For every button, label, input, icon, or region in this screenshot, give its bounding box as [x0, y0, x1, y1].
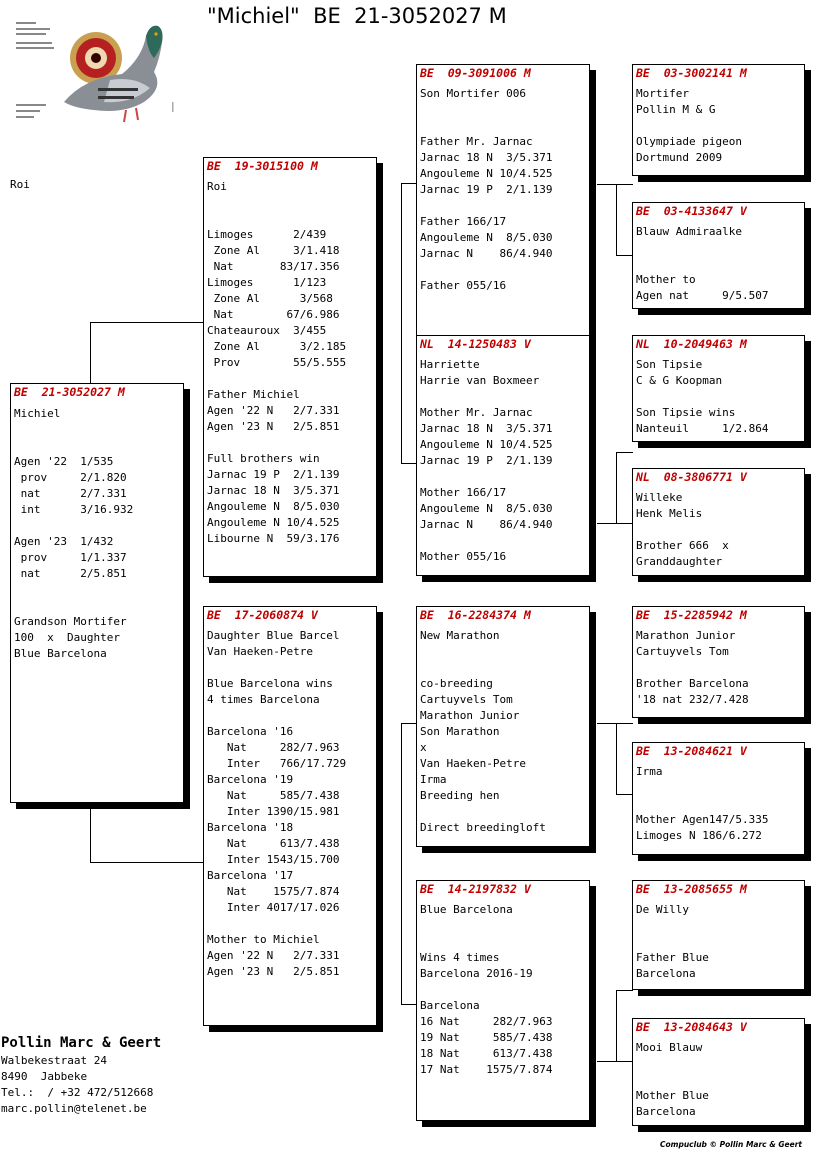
- owner-block: [1, 1034, 161, 1117]
- connector-line: [597, 1061, 633, 1062]
- card-sds: [632, 335, 805, 442]
- card-text: New Marathon co-breeding Cartuyvels Tom Marathon Junior Son Marathon x Van Haeken-Petre Irma Breeding hen Direct breedingloft: [420, 629, 546, 834]
- owner-info: Walbekestraat 24 8490 Jabbeke Tel.: / +32 472/512668 marc.pollin@telenet.be: [1, 1054, 154, 1115]
- connector-line: [616, 794, 633, 795]
- connector-line: [401, 183, 402, 464]
- ring-number: BE 03-3002141 M: [636, 66, 747, 80]
- connector-line: [597, 523, 633, 524]
- ring-number: NL 14-1250483 V: [420, 337, 531, 351]
- connector-line: [616, 452, 617, 524]
- connector-line: [616, 990, 617, 1062]
- card-text: Daughter Blue Barcel Van Haeken-Petre Blue Barcelona wins 4 times Barcelona Barcelona '16 Nat 282/7.963 Inter 766/17.729 Barcelona '19 Nat 585/7.438 Inter 1390/15.981 Barcelona '18 Nat 613/7.438 Inter 1543/15.700 Barcelona '17 Nat 1575/7.874 Inter 4017/17.026 Mother to Michiel Agen '22 N 2/7.331 Agen '23 N 2/5.851: [207, 629, 347, 978]
- footer-credit: Compuclub © Pollin Marc & Geert: [660, 1140, 802, 1149]
- ring-number: BE 19-3015100 M: [207, 159, 318, 173]
- connector-line: [401, 723, 417, 724]
- card-ssd: [632, 202, 805, 309]
- card-text: Harriette Harrie van Boxmeer Mother Mr. Jarnac Jarnac 18 N 3/5.371 Angouleme N 10/4.525 Jarnac 19 P 2/1.139 Mother 166/17 Angouleme N 8/5.030 Jarnac N 86/4.940 Mother 055/16: [420, 358, 553, 563]
- left-label: Roi: [10, 178, 30, 191]
- connector-line: [401, 183, 417, 184]
- ring-number: BE 03-4133647 V: [636, 204, 747, 218]
- card-sss: [632, 64, 805, 176]
- card-text: De Willy Father Blue Barcelona: [636, 903, 709, 980]
- connector-line: [616, 452, 633, 453]
- ring-number: BE 14-2197832 V: [420, 882, 531, 896]
- connector-line: [90, 862, 204, 863]
- ring-number: BE 21-3052027 M: [14, 385, 125, 399]
- card-dss: [632, 606, 805, 718]
- connector-line: [401, 1004, 417, 1005]
- card-text: Willeke Henk Melis Brother 666 x Granddaughter: [636, 491, 729, 568]
- ring-number: BE 13-2084621 V: [636, 744, 747, 758]
- connector-line: [616, 184, 617, 256]
- connector-line: [616, 723, 617, 795]
- connector-line: [90, 322, 91, 384]
- ring-number: BE 09-3091006 M: [420, 66, 531, 80]
- card-sire: [203, 157, 377, 577]
- card-text: Son Tipsie C & G Koopman Son Tipsie wins Nanteuil 1/2.864: [636, 358, 769, 435]
- ring-number: NL 10-2049463 M: [636, 337, 747, 351]
- ring-number: BE 15-2285942 M: [636, 608, 747, 622]
- ring-number: BE 13-2084643 V: [636, 1020, 747, 1034]
- card-sdd: [632, 468, 805, 576]
- card-dam-dam: [416, 880, 590, 1121]
- owner-name: Pollin Marc & Geert: [1, 1035, 162, 1051]
- card-dsd: [632, 742, 805, 855]
- ring-number: BE 13-2085655 M: [636, 882, 747, 896]
- card-dds: [632, 880, 805, 990]
- ring-number: BE 16-2284374 M: [420, 608, 531, 622]
- card-text: Mooi Blauw Mother Blue Barcelona: [636, 1041, 709, 1118]
- connector-line: [597, 184, 633, 185]
- card-sire-dam: [416, 335, 590, 576]
- connector-line: [401, 463, 417, 464]
- ring-number: NL 08-3806771 V: [636, 470, 747, 484]
- card-text: Roi Limoges 2/439 Zone Al 3/1.418 Nat 83/17.356 Limoges 1/123 Zone Al 3/568 Nat 67/6.986 Chateauroux 3/455 Zone Al 3/2.185 Prov 55/5.555 Father Michiel Agen '22 N 2/7.331 Agen '23 N 2/5.851 Full brothers win Jarnac 19 P 2/1.139 Jarnac 18 N 3/5.371 Angouleme N 8/5.030 Angouleme N 10/4.525 Libourne N 59/3.176: [207, 180, 347, 545]
- card-text: Irma Mother Agen147/5.335 Limoges N 186/6.272: [636, 765, 769, 842]
- connector-line: [616, 255, 633, 256]
- connector-line: [401, 723, 402, 1005]
- page-title: "Michiel" BE 21-3052027 M: [207, 4, 507, 28]
- ring-number: BE 17-2060874 V: [207, 608, 318, 622]
- card-text: Blauw Admiraalke Mother to Agen nat 9/5.507: [636, 225, 769, 302]
- connector-line: [616, 990, 633, 991]
- card-dam-sire: [416, 606, 590, 847]
- connector-line: [90, 803, 91, 863]
- card-subject: [10, 383, 184, 803]
- card-text: Michiel Agen '22 1/535 prov 2/1.820 nat 2/7.331 int 3/16.932 Agen '23 1/432 prov 1/1.337 nat 2/5.851 Grandson Mortifer 100 x Daughter Blue Barcelona: [14, 407, 134, 660]
- card-text: Son Mortifer 006 Father Mr. Jarnac Jarnac 18 N 3/5.371 Angouleme N 10/4.525 Jarnac 19 P 2/1.139 Father 166/17 Angouleme N 8/5.030 Jarnac N 86/4.940 Father 055/16: [420, 87, 553, 292]
- card-text: Mortifer Pollin M & G Olympiade pigeon Dortmund 2009: [636, 87, 742, 164]
- connector-line: [597, 723, 633, 724]
- connector-line: [90, 322, 204, 323]
- pigeon-logo: [14, 18, 178, 128]
- card-ddd: [632, 1018, 805, 1126]
- card-dam: [203, 606, 377, 1026]
- card-text: Marathon Junior Cartuyvels Tom Brother Barcelona '18 nat 232/7.428: [636, 629, 749, 706]
- card-text: Blue Barcelona Wins 4 times Barcelona 2016-19 Barcelona 16 Nat 282/7.963 19 Nat 585/7.438 18 Nat 613/7.438 17 Nat 1575/7.874: [420, 903, 553, 1076]
